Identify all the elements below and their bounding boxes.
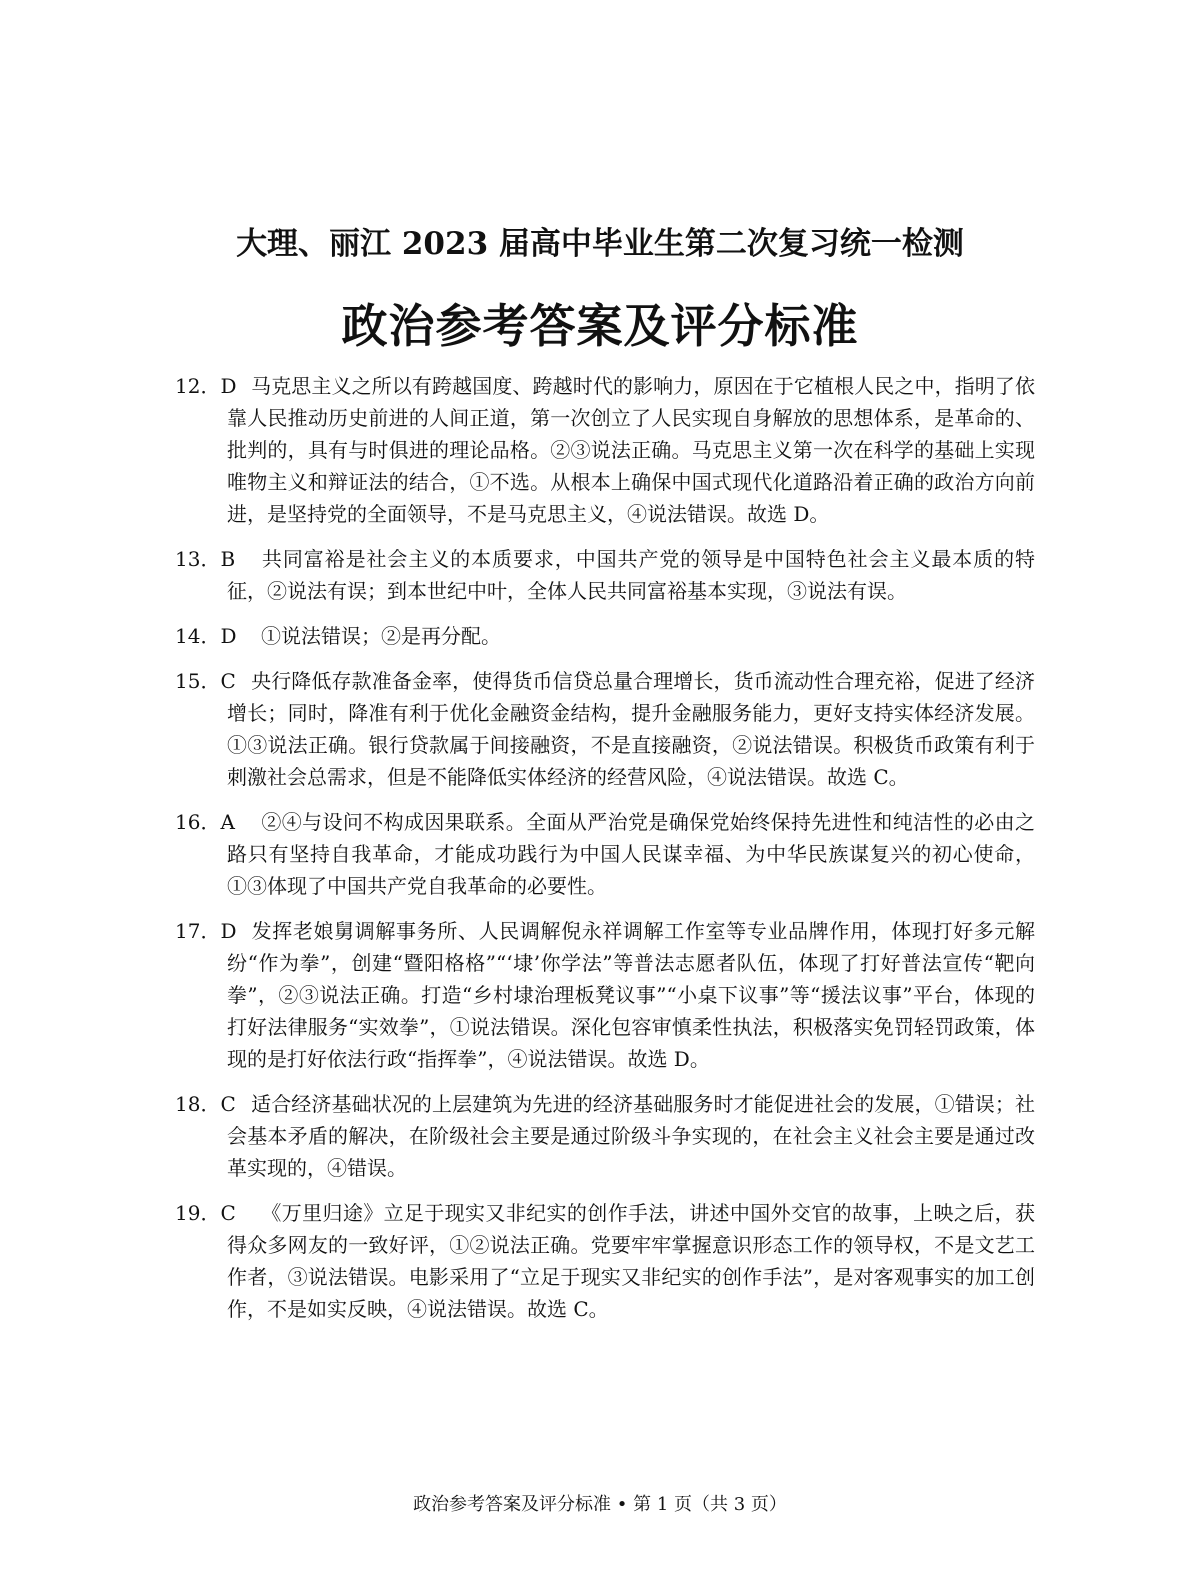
answer-explanation: ①说法错误；②是再分配。 [261,624,501,648]
answer-choice: A [220,810,235,834]
answer-list [175,370,1035,1338]
answer-choice: B [220,547,236,571]
answer-explanation: 共同富裕是社会主义的本质要求，中国共产党的领导是中国特色社会主义最本质的特征，②说法有误；到本世纪中叶，全体人民共同富裕基本实现，③说法有误。 [227,547,1035,603]
answer-item-13 [175,543,1035,607]
answer-number: 17．D [175,919,237,943]
answer-choice: D [220,919,237,943]
answer-number: 14．D [175,624,237,648]
answer-number: 19．C [175,1201,236,1225]
answer-item-17 [175,915,1035,1075]
answer-number: 16．A [175,810,235,834]
answer-explanation: ②④与设问不构成因果联系。全面从严治党是确保党始终保持先进性和纯洁性的必由之路只有坚持自我革命，才能成功践行为中国人民谋幸福、为中华民族谋复兴的初心使命，①③体现了中国共产党自我革命的必要性。 [227,810,1035,898]
answer-explanation: 马克思主义之所以有跨越国度、跨越时代的影响力，原因在于它植根人民之中，指明了依靠人民推动历史前进的人间正道，第一次创立了人民实现自身解放的思想体系，是革命的、批判的，具有与时俱进的理论品格。②③说法正确。马克思主义第一次在科学的基础上实现唯物主义和辩证法的结合，①不选。从根本上确保中国式现代化道路沿着正确的政治方向前进，是坚持党的全面领导，不是马克思主义，④说法错误。故选 D。 [227,374,1035,526]
answer-choice: C [220,669,236,693]
document-title: 大理、丽江 2023 届高中毕业生第二次复习统一检测 [236,226,964,262]
page-footer: 政治参考答案及评分标准 • 第 1 页（共 3 页） [413,1494,787,1515]
answer-item-14 [175,620,1035,652]
answer-item-19 [175,1197,1035,1325]
answer-item-18 [175,1088,1035,1184]
answer-number: 15．C [175,669,236,693]
answer-choice: D [220,624,237,648]
answer-explanation: 发挥老娘舅调解事务所、人民调解倪永祥调解工作室等专业品牌作用，体现打好多元解纷“作为拳”，创建“暨阳格格”“‘埭’你学法”等普法志愿者队伍，体现了打好普法宣传“靶向拳”，②③说法正确。打造“乡村埭治理板凳议事”“小桌下议事”等“援法议事”平台，体现的打好法律服务“实效拳”，①说法错误。深化包容审慎柔性执法，积极落实免罚轻罚政策，体现的是打好依法行政“指挥拳”，④说法错误。故选 D。 [227,919,1035,1071]
answer-explanation: 《万里归途》立足于现实又非纪实的创作手法，讲述中国外交官的故事，上映之后，获得众多网友的一致好评，①②说法正确。党要牢牢掌握意识形态工作的领导权，不是文艺工作者，③说法错误。电影采用了“立足于现实又非纪实的创作手法”，是对客观事实的加工创作，不是如实反映，④说法错误。故选 C。 [227,1201,1035,1321]
answer-choice: C [220,1092,236,1116]
answer-explanation: 适合经济基础状况的上层建筑为先进的经济基础服务时才能促进社会的发展，①错误；社会基本矛盾的解决，在阶级社会主要是通过阶级斗争实现的，在社会主义社会主要是通过改革实现的，④错误。 [227,1092,1035,1180]
answer-choice: D [220,374,237,398]
answer-item-15 [175,665,1035,793]
answer-item-16 [175,806,1035,902]
answer-number: 13．B [175,547,236,571]
answer-number: 12．D [175,374,237,398]
document-subtitle: 政治参考答案及评分标准 [341,299,859,353]
answer-explanation: 央行降低存款准备金率，使得货币信贷总量合理增长，货币流动性合理充裕，促进了经济增长；同时，降准有利于优化金融资金结构，提升金融服务能力，更好支持实体经济发展。①③说法正确。银行贷款属于间接融资，不是直接融资，②说法错误。积极货币政策有利于刺激社会总需求，但是不能降低实体经济的经营风险，④说法错误。故选 C。 [227,669,1035,789]
answer-choice: C [220,1201,236,1225]
answer-number: 18．C [175,1092,236,1116]
answer-item-12 [175,370,1035,530]
